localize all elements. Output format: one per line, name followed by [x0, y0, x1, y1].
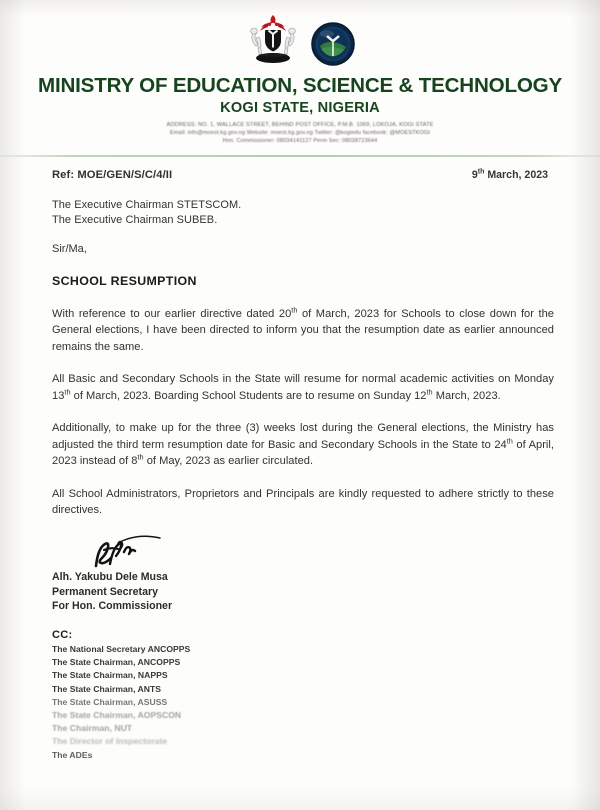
cc-item: The State Chairman, NAPPS — [52, 670, 168, 681]
cc-item: The Director of Inspectorate — [52, 736, 168, 747]
body-paragraph: With reference to our earlier directive dated 20th of March, 2023 for Schools to close down for the General elections, I have been directed to inform you that the resumption date as earlier announced remains the same. — [52, 305, 554, 353]
reference-row — [52, 169, 554, 181]
emblem-row — [0, 9, 600, 71]
letter-date — [472, 169, 548, 181]
letterhead — [0, 0, 600, 157]
addressee-block — [52, 198, 554, 229]
state-subtitle: KOGI STATE, NIGERIA — [220, 100, 380, 117]
letter-date-ordinal: th — [477, 168, 485, 175]
letterhead-address-line: ADDRESS: NO. 1, WALLACE STREET, BEHIND POST OFFICE, P.M.B. 1069, LOKOJA, KOGI STATE — [166, 122, 434, 129]
subject-title: SCHOOL RESUMPTION — [52, 273, 197, 288]
cc-item: The Chairman, NUT — [52, 723, 133, 734]
letterhead-divider — [0, 155, 600, 157]
signer-role: Permanent Secretary — [52, 585, 158, 598]
salutation: Sir/Ma, — [52, 242, 87, 255]
cc-item: The National Secretary ANCOPPS — [52, 643, 191, 654]
letter-date-rest: March, 2023 — [484, 168, 548, 181]
cc-item: The State Chairman, AOPSCON — [52, 710, 182, 720]
addressee-line: The Executive Chairman SUBEB. — [52, 214, 218, 227]
handwritten-signature-icon — [80, 530, 554, 570]
kogi-state-ministry-seal-icon — [311, 22, 355, 71]
signature-block — [52, 530, 554, 614]
ministry-title: MINISTRY OF EDUCATION, SCIENCE & TECHNOLOGY — [38, 75, 562, 97]
letter-body — [0, 169, 600, 762]
letterhead-web-line: Email: info@moest.kg.gov.ng Website: moest.kg.gov.ng Twitter: @kogiedu facebook: @MOESTKOGI — [169, 130, 431, 137]
scan-shading-bottom — [0, 788, 600, 810]
letterhead-phone-line: Hon. Commissioner: 08034141127 Perm Sec: 08038723644 — [222, 138, 378, 145]
body-paragraph: Additionally, to make up for the three (3) weeks lost during the General elections, the Ministry has adjusted the third term resumption date for Basic and Secondary Schools in the State to 24th of April, 2023 instead of 8th of May, 2023 as earlier circulated. — [52, 422, 554, 468]
body-paragraph: All School Administrators, Proprietors and Principals are kindly requested to adhere strictly to these directives. — [52, 487, 554, 517]
body-paragraph: All Basic and Secondary Schools in the State will resume for normal academic activities on Monday 13th of March, 2023. Boarding School Students are to resume on Sunday 12th March, 2023. — [52, 373, 554, 402]
letter-date-day: 9 — [471, 168, 478, 181]
cc-block — [52, 629, 554, 762]
reference-number: Ref: MOE/GEN/S/C/4/II — [52, 168, 173, 181]
cc-item: The State Chairman, ANCOPPS — [52, 657, 181, 668]
cc-item: The State Chairman, ANTS — [52, 683, 162, 694]
cc-item: The ADEs — [52, 749, 93, 760]
cc-item: The State Chairman, ASUSS — [52, 696, 168, 707]
nigeria-coat-of-arms-icon — [245, 10, 301, 71]
cc-label: CC: — [52, 628, 73, 641]
signer-for-line: For Hon. Commissioner — [52, 600, 173, 613]
addressee-line: The Executive Chairman STETSCOM. — [52, 198, 242, 211]
signer-name: Alh. Yakubu Dele Musa — [52, 571, 168, 583]
